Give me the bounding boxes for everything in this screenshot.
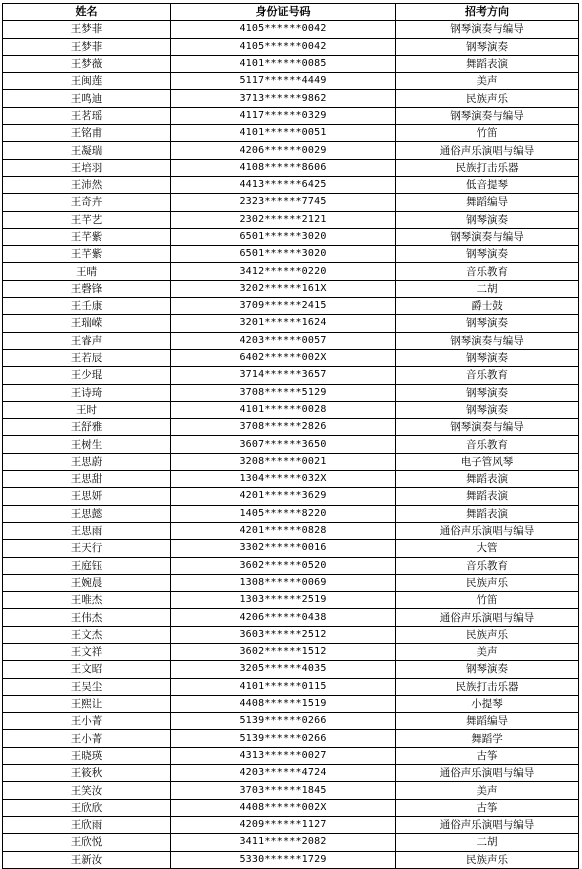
- id-cell: 1405******8220: [171, 505, 396, 522]
- name-cell: 王伟杰: [3, 609, 171, 626]
- direction-cell: 美声: [396, 73, 579, 90]
- id-cell: 1303******2519: [171, 592, 396, 609]
- name-cell: 王天行: [3, 540, 171, 557]
- table-row: [3, 349, 579, 366]
- direction-cell: 美声: [396, 643, 579, 660]
- table-row: [3, 384, 579, 401]
- name-cell: 王梦菲: [3, 38, 171, 55]
- direction-cell: 通俗声乐演唱与编导: [396, 522, 579, 539]
- table-row: [3, 592, 579, 609]
- table-row: [3, 522, 579, 539]
- name-cell: 王文昭: [3, 661, 171, 678]
- name-cell: 王沛然: [3, 176, 171, 193]
- name-cell: 王欣雨: [3, 816, 171, 833]
- id-cell: 3708******2826: [171, 419, 396, 436]
- table-row: [3, 38, 579, 55]
- name-cell: 王鸣迪: [3, 90, 171, 107]
- name-cell: 王庭钰: [3, 557, 171, 574]
- direction-cell: 钢琴演奏: [396, 384, 579, 401]
- name-cell: 王思懿: [3, 505, 171, 522]
- name-cell: 王奇卉: [3, 194, 171, 211]
- table-row: [3, 419, 579, 436]
- name-cell: 王思妍: [3, 488, 171, 505]
- direction-cell: 竹笛: [396, 125, 579, 142]
- id-cell: 4203******0057: [171, 332, 396, 349]
- name-cell: 王若辰: [3, 349, 171, 366]
- id-cell: 3201******1624: [171, 315, 396, 332]
- name-cell: 王铭甫: [3, 125, 171, 142]
- name-cell: 王晴: [3, 263, 171, 280]
- id-cell: 3713******9862: [171, 90, 396, 107]
- name-cell: 王吴尘: [3, 678, 171, 695]
- table-row: [3, 246, 579, 263]
- name-cell: 王树生: [3, 436, 171, 453]
- direction-cell: 古筝: [396, 747, 579, 764]
- id-cell: 3703******1845: [171, 782, 396, 799]
- table-row: [3, 488, 579, 505]
- name-cell: 王欣悦: [3, 834, 171, 851]
- name-cell: 王诗琦: [3, 384, 171, 401]
- name-cell: 王芊紫: [3, 228, 171, 245]
- id-cell: 2323******7745: [171, 194, 396, 211]
- name-cell: 王梦菲: [3, 21, 171, 38]
- direction-cell: 钢琴演奏: [396, 401, 579, 418]
- direction-cell: 民族声乐: [396, 574, 579, 591]
- name-cell: 王笑汝: [3, 782, 171, 799]
- id-cell: 4408******1519: [171, 695, 396, 712]
- name-cell: 王小菁: [3, 713, 171, 730]
- name-cell: 王文杰: [3, 626, 171, 643]
- direction-cell: 钢琴演奏: [396, 661, 579, 678]
- table-row: [3, 73, 579, 90]
- table-row: [3, 730, 579, 747]
- table-row: [3, 159, 579, 176]
- id-cell: 3302******0016: [171, 540, 396, 557]
- name-cell: 王思蔚: [3, 453, 171, 470]
- id-cell: 5117******4449: [171, 73, 396, 90]
- direction-cell: 音乐教育: [396, 557, 579, 574]
- direction-cell: 音乐教育: [396, 367, 579, 384]
- table-row: [3, 609, 579, 626]
- direction-cell: 低音提琴: [396, 176, 579, 193]
- name-cell: 王婉晨: [3, 574, 171, 591]
- name-cell: 王磬锋: [3, 280, 171, 297]
- name-cell: 王瑞嵘: [3, 315, 171, 332]
- name-cell: 王少琨: [3, 367, 171, 384]
- direction-cell: 舞蹈编导: [396, 194, 579, 211]
- id-cell: 4209******1127: [171, 816, 396, 833]
- name-cell: 王睿声: [3, 332, 171, 349]
- id-cell: 3607******3650: [171, 436, 396, 453]
- table-row: [3, 505, 579, 522]
- table-row: [3, 401, 579, 418]
- direction-cell: 钢琴演奏: [396, 211, 579, 228]
- direction-cell: 电子管风琴: [396, 453, 579, 470]
- direction-cell: 钢琴演奏: [396, 349, 579, 366]
- table-row: [3, 90, 579, 107]
- table-row: [3, 228, 579, 245]
- table-row: [3, 211, 579, 228]
- table-row: [3, 765, 579, 782]
- id-cell: 4105******0042: [171, 38, 396, 55]
- id-cell: 4206******0438: [171, 609, 396, 626]
- direction-cell: 通俗声乐演唱与编导: [396, 142, 579, 159]
- table-row: [3, 142, 579, 159]
- name-cell: 王凝瑞: [3, 142, 171, 159]
- header-row: [3, 4, 579, 21]
- id-cell: 4201******3629: [171, 488, 396, 505]
- table-row: [3, 263, 579, 280]
- direction-cell: 钢琴演奏与编导: [396, 228, 579, 245]
- id-cell: 3412******0220: [171, 263, 396, 280]
- id-cell: 3603******2512: [171, 626, 396, 643]
- table-row: [3, 280, 579, 297]
- id-cell: 5139******0266: [171, 730, 396, 747]
- table-row: [3, 851, 579, 868]
- direction-cell: 古筝: [396, 799, 579, 816]
- id-cell: 1304******032X: [171, 471, 396, 488]
- table-row: [3, 799, 579, 816]
- id-cell: 5139******0266: [171, 713, 396, 730]
- name-cell: 王欣欣: [3, 799, 171, 816]
- id-cell: 1308******0069: [171, 574, 396, 591]
- table-row: [3, 315, 579, 332]
- direction-cell: 美声: [396, 782, 579, 799]
- direction-cell: 钢琴演奏与编导: [396, 107, 579, 124]
- table-row: [3, 471, 579, 488]
- name-cell: 王芊艺: [3, 211, 171, 228]
- id-cell: 4413******6425: [171, 176, 396, 193]
- direction-cell: 钢琴演奏与编导: [396, 332, 579, 349]
- direction-cell: 音乐教育: [396, 436, 579, 453]
- direction-cell: 爵士鼓: [396, 298, 579, 315]
- id-cell: 4117******0329: [171, 107, 396, 124]
- table-row: [3, 661, 579, 678]
- id-cell: 4108******8606: [171, 159, 396, 176]
- direction-cell: 通俗声乐演唱与编导: [396, 765, 579, 782]
- name-cell: 王熙让: [3, 695, 171, 712]
- id-cell: 3602******1512: [171, 643, 396, 660]
- table-row: [3, 453, 579, 470]
- id-cell: 4408******002X: [171, 799, 396, 816]
- table-row: [3, 574, 579, 591]
- name-cell: 王筱秋: [3, 765, 171, 782]
- id-cell: 4201******0828: [171, 522, 396, 539]
- direction-cell: 钢琴演奏与编导: [396, 419, 579, 436]
- name-cell: 王思甜: [3, 471, 171, 488]
- name-cell: 王新汝: [3, 851, 171, 868]
- direction-cell: 民族声乐: [396, 626, 579, 643]
- table-row: [3, 21, 579, 38]
- table-row: [3, 298, 579, 315]
- table-row: [3, 107, 579, 124]
- name-cell: 王思雨: [3, 522, 171, 539]
- table-row: [3, 747, 579, 764]
- name-cell: 王时: [3, 401, 171, 418]
- table-row: [3, 643, 579, 660]
- id-cell: 3602******0520: [171, 557, 396, 574]
- table-body: [3, 21, 579, 869]
- id-cell: 4101******0051: [171, 125, 396, 142]
- table-row: [3, 436, 579, 453]
- table-row: [3, 816, 579, 833]
- table-row: [3, 55, 579, 72]
- direction-cell: 民族声乐: [396, 851, 579, 868]
- table-row: [3, 367, 579, 384]
- name-cell: 王舒雅: [3, 419, 171, 436]
- direction-cell: 小提琴: [396, 695, 579, 712]
- id-cell: 3709******2415: [171, 298, 396, 315]
- table-row: [3, 194, 579, 211]
- direction-cell: 舞蹈学: [396, 730, 579, 747]
- id-cell: 4206******0029: [171, 142, 396, 159]
- name-cell: 王芊紫: [3, 246, 171, 263]
- id-cell: 4101******0085: [171, 55, 396, 72]
- table-row: [3, 678, 579, 695]
- id-cell: 3714******3657: [171, 367, 396, 384]
- table-row: [3, 695, 579, 712]
- name-cell: 王晓瑛: [3, 747, 171, 764]
- id-cell: 3708******5129: [171, 384, 396, 401]
- direction-cell: 民族打击乐器: [396, 678, 579, 695]
- candidate-table: [2, 3, 579, 869]
- id-header: 身份证号码: [171, 4, 396, 21]
- direction-cell: 民族打击乐器: [396, 159, 579, 176]
- direction-cell: 舞蹈表演: [396, 55, 579, 72]
- name-cell: 王唯杰: [3, 592, 171, 609]
- id-cell: 3208******0021: [171, 453, 396, 470]
- name-cell: 王小菁: [3, 730, 171, 747]
- direction-cell: 民族声乐: [396, 90, 579, 107]
- name-cell: 王梦薇: [3, 55, 171, 72]
- table-row: [3, 834, 579, 851]
- id-cell: 5330******1729: [171, 851, 396, 868]
- direction-cell: 舞蹈表演: [396, 505, 579, 522]
- id-cell: 3205******4035: [171, 661, 396, 678]
- name-cell: 王培羽: [3, 159, 171, 176]
- table-row: [3, 176, 579, 193]
- name-header: 姓名: [3, 4, 171, 21]
- direction-cell: 钢琴演奏: [396, 38, 579, 55]
- table-row: [3, 782, 579, 799]
- direction-cell: 通俗声乐演唱与编导: [396, 609, 579, 626]
- direction-header: 招考方向: [396, 4, 579, 21]
- table-row: [3, 540, 579, 557]
- direction-cell: 通俗声乐演唱与编导: [396, 816, 579, 833]
- id-cell: 4105******0042: [171, 21, 396, 38]
- id-cell: 4101******0028: [171, 401, 396, 418]
- direction-cell: 钢琴演奏与编导: [396, 21, 579, 38]
- direction-cell: 钢琴演奏: [396, 246, 579, 263]
- direction-cell: 钢琴演奏: [396, 315, 579, 332]
- name-cell: 王闽莲: [3, 73, 171, 90]
- table-row: [3, 713, 579, 730]
- direction-cell: 大管: [396, 540, 579, 557]
- table-row: [3, 557, 579, 574]
- direction-cell: 音乐教育: [396, 263, 579, 280]
- id-cell: 6501******3020: [171, 228, 396, 245]
- direction-cell: 舞蹈表演: [396, 488, 579, 505]
- name-cell: 王茗瑶: [3, 107, 171, 124]
- id-cell: 4101******0115: [171, 678, 396, 695]
- direction-cell: 二胡: [396, 834, 579, 851]
- table-row: [3, 626, 579, 643]
- table-row: [3, 125, 579, 142]
- direction-cell: 竹笛: [396, 592, 579, 609]
- id-cell: 4313******0027: [171, 747, 396, 764]
- id-cell: 2302******2121: [171, 211, 396, 228]
- name-cell: 王文祥: [3, 643, 171, 660]
- direction-cell: 舞蹈表演: [396, 471, 579, 488]
- id-cell: 6402******002X: [171, 349, 396, 366]
- id-cell: 4203******4724: [171, 765, 396, 782]
- table-row: [3, 332, 579, 349]
- direction-cell: 二胡: [396, 280, 579, 297]
- id-cell: 6501******3020: [171, 246, 396, 263]
- direction-cell: 舞蹈编导: [396, 713, 579, 730]
- id-cell: 3202******161X: [171, 280, 396, 297]
- name-cell: 王壬康: [3, 298, 171, 315]
- id-cell: 3411******2082: [171, 834, 396, 851]
